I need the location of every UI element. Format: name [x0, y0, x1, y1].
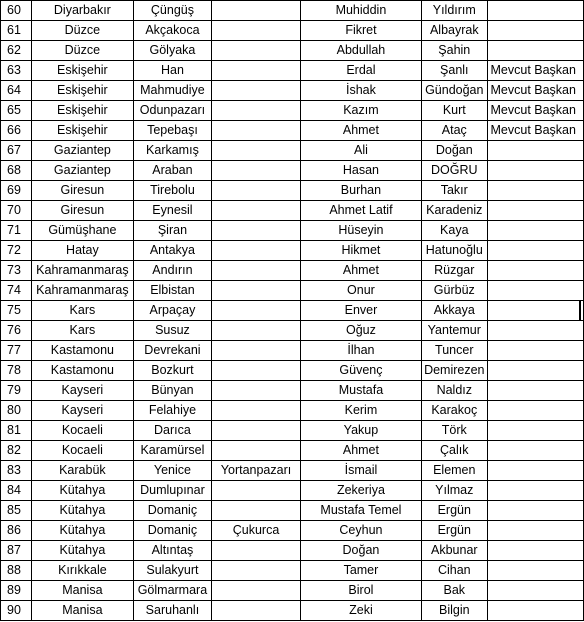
first-name-cell[interactable]: Ali: [300, 141, 421, 161]
province-cell[interactable]: Kars: [32, 321, 134, 341]
note-cell[interactable]: [487, 301, 584, 321]
surname-cell[interactable]: Karadeniz: [422, 201, 487, 221]
row-number-cell[interactable]: 76: [1, 321, 32, 341]
town-cell[interactable]: [212, 101, 301, 121]
district-cell[interactable]: Domaniç: [133, 501, 212, 521]
note-cell[interactable]: [487, 581, 584, 601]
table-row: [1, 161, 584, 181]
first-name-cell[interactable]: Mustafa: [300, 381, 421, 401]
row-number-cell[interactable]: 74: [1, 281, 32, 301]
province-cell[interactable]: Kars: [32, 301, 134, 321]
table-row: [1, 141, 584, 161]
town-cell[interactable]: [212, 161, 301, 181]
row-number-cell[interactable]: 81: [1, 421, 32, 441]
first-name-cell[interactable]: Abdullah: [300, 41, 421, 61]
town-cell[interactable]: [212, 121, 301, 141]
table-row: [1, 581, 584, 601]
table-row: [1, 21, 584, 41]
table-row: [1, 81, 584, 101]
table-row: [1, 301, 584, 321]
surname-cell[interactable]: Yıldırım: [422, 1, 487, 21]
first-name-cell[interactable]: Onur: [300, 281, 421, 301]
province-cell[interactable]: Düzce: [32, 21, 134, 41]
town-cell[interactable]: [212, 261, 301, 281]
surname-cell[interactable]: Demirezen: [422, 361, 487, 381]
surname-cell[interactable]: Ataç: [422, 121, 487, 141]
province-cell[interactable]: Kahramanmaraş: [32, 281, 134, 301]
note-cell[interactable]: Mevcut Başkan: [487, 101, 584, 121]
note-cell[interactable]: [487, 501, 584, 521]
district-cell[interactable]: Karkamış: [133, 141, 212, 161]
row-number-cell[interactable]: 69: [1, 181, 32, 201]
surname-cell[interactable]: Şanlı: [422, 61, 487, 81]
town-cell[interactable]: [212, 41, 301, 61]
first-name-cell[interactable]: Ahmet Latif: [300, 201, 421, 221]
row-number-cell[interactable]: 72: [1, 241, 32, 261]
row-number-cell[interactable]: 62: [1, 41, 32, 61]
note-cell[interactable]: [487, 201, 584, 221]
row-number-cell[interactable]: 83: [1, 461, 32, 481]
first-name-cell[interactable]: Mustafa Temel: [300, 501, 421, 521]
province-cell[interactable]: Hatay: [32, 241, 134, 261]
town-cell[interactable]: [212, 341, 301, 361]
province-cell[interactable]: Giresun: [32, 181, 134, 201]
first-name-cell[interactable]: Ceyhun: [300, 521, 421, 541]
surname-cell[interactable]: Şahin: [422, 41, 487, 61]
surname-cell[interactable]: Takır: [422, 181, 487, 201]
province-cell[interactable]: Kütahya: [32, 481, 134, 501]
note-cell[interactable]: [487, 141, 584, 161]
table-row: [1, 201, 584, 221]
note-cell[interactable]: [487, 521, 584, 541]
district-cell[interactable]: Dumlupınar: [133, 481, 212, 501]
surname-cell[interactable]: Rüzgar: [422, 261, 487, 281]
town-cell[interactable]: [212, 181, 301, 201]
table-row: [1, 41, 584, 61]
row-number-cell[interactable]: 70: [1, 201, 32, 221]
first-name-cell[interactable]: Hüseyin: [300, 221, 421, 241]
town-cell[interactable]: [212, 381, 301, 401]
district-cell[interactable]: Gölyaka: [133, 41, 212, 61]
town-cell[interactable]: Çukurca: [212, 521, 301, 541]
table-row: [1, 561, 584, 581]
note-cell[interactable]: [487, 421, 584, 441]
province-cell[interactable]: Kayseri: [32, 401, 134, 421]
town-cell[interactable]: [212, 561, 301, 581]
town-cell[interactable]: [212, 81, 301, 101]
row-number-cell[interactable]: 61: [1, 21, 32, 41]
note-cell[interactable]: [487, 601, 584, 621]
note-cell[interactable]: [487, 401, 584, 421]
first-name-cell[interactable]: Fikret: [300, 21, 421, 41]
district-cell[interactable]: Susuz: [133, 321, 212, 341]
table-row: [1, 221, 584, 241]
row-number-cell[interactable]: 68: [1, 161, 32, 181]
note-cell[interactable]: [487, 481, 584, 501]
first-name-cell[interactable]: Oğuz: [300, 321, 421, 341]
district-cell[interactable]: Karamürsel: [133, 441, 212, 461]
note-cell[interactable]: [487, 281, 584, 301]
district-cell[interactable]: Devrekani: [133, 341, 212, 361]
row-number-cell[interactable]: 86: [1, 521, 32, 541]
province-cell[interactable]: Giresun: [32, 201, 134, 221]
first-name-cell[interactable]: Enver: [300, 301, 421, 321]
province-cell[interactable]: Kayseri: [32, 381, 134, 401]
first-name-cell[interactable]: İlhan: [300, 341, 421, 361]
note-cell[interactable]: [487, 261, 584, 281]
province-cell[interactable]: Kastamonu: [32, 341, 134, 361]
town-cell[interactable]: [212, 301, 301, 321]
first-name-cell[interactable]: Ahmet: [300, 441, 421, 461]
note-cell[interactable]: Mevcut Başkan: [487, 61, 584, 81]
district-cell[interactable]: Domaniç: [133, 521, 212, 541]
first-name-cell[interactable]: Birol: [300, 581, 421, 601]
first-name-cell[interactable]: Burhan: [300, 181, 421, 201]
row-number-cell[interactable]: 71: [1, 221, 32, 241]
table-row: [1, 341, 584, 361]
row-number-cell[interactable]: 77: [1, 341, 32, 361]
district-cell[interactable]: Mahmudiye: [133, 81, 212, 101]
town-cell[interactable]: [212, 61, 301, 81]
row-number-cell[interactable]: 89: [1, 581, 32, 601]
row-number-cell[interactable]: 82: [1, 441, 32, 461]
row-number-cell[interactable]: 65: [1, 101, 32, 121]
table-row: [1, 401, 584, 421]
row-number-cell[interactable]: 85: [1, 501, 32, 521]
district-cell[interactable]: Bozkurt: [133, 361, 212, 381]
province-cell[interactable]: Gaziantep: [32, 161, 134, 181]
district-cell[interactable]: Gölmarmara: [133, 581, 212, 601]
surname-cell[interactable]: Yılmaz: [422, 481, 487, 501]
surname-cell[interactable]: Akbunar: [422, 541, 487, 561]
province-cell[interactable]: Eskişehir: [32, 61, 134, 81]
province-cell[interactable]: Kütahya: [32, 541, 134, 561]
note-cell[interactable]: [487, 321, 584, 341]
note-cell[interactable]: [487, 461, 584, 481]
first-name-cell[interactable]: Tamer: [300, 561, 421, 581]
table-body: [1, 1, 584, 621]
district-cell[interactable]: Arpaçay: [133, 301, 212, 321]
row-number-cell[interactable]: 75: [1, 301, 32, 321]
surname-cell[interactable]: Bilgin: [422, 601, 487, 621]
surname-cell[interactable]: Albayrak: [422, 21, 487, 41]
row-number-cell[interactable]: 66: [1, 121, 32, 141]
province-cell[interactable]: Gaziantep: [32, 141, 134, 161]
district-cell[interactable]: Odunpazarı: [133, 101, 212, 121]
surname-cell[interactable]: Törk: [422, 421, 487, 441]
table-row: [1, 181, 584, 201]
surname-cell[interactable]: Bak: [422, 581, 487, 601]
province-cell[interactable]: Eskişehir: [32, 101, 134, 121]
first-name-cell[interactable]: Güvenç: [300, 361, 421, 381]
district-cell[interactable]: Saruhanlı: [133, 601, 212, 621]
province-cell[interactable]: Karabük: [32, 461, 134, 481]
table-row: [1, 421, 584, 441]
table-row: [1, 241, 584, 261]
district-cell[interactable]: Sulakyurt: [133, 561, 212, 581]
first-name-cell[interactable]: Zeki: [300, 601, 421, 621]
district-cell[interactable]: Yenice: [133, 461, 212, 481]
province-cell[interactable]: Kütahya: [32, 521, 134, 541]
row-number-cell[interactable]: 87: [1, 541, 32, 561]
province-cell[interactable]: Eskişehir: [32, 81, 134, 101]
district-cell[interactable]: Eynesil: [133, 201, 212, 221]
row-number-cell[interactable]: 90: [1, 601, 32, 621]
town-cell[interactable]: [212, 501, 301, 521]
province-cell[interactable]: Eskişehir: [32, 121, 134, 141]
town-cell[interactable]: [212, 321, 301, 341]
note-cell[interactable]: [487, 441, 584, 461]
district-cell[interactable]: Tirebolu: [133, 181, 212, 201]
note-cell[interactable]: [487, 561, 584, 581]
town-cell[interactable]: [212, 421, 301, 441]
surname-cell[interactable]: Elemen: [422, 461, 487, 481]
first-name-cell[interactable]: Hasan: [300, 161, 421, 181]
surname-cell[interactable]: Gündoğan: [422, 81, 487, 101]
town-cell[interactable]: [212, 201, 301, 221]
district-cell[interactable]: Han: [133, 61, 212, 81]
first-name-cell[interactable]: Doğan: [300, 541, 421, 561]
town-cell[interactable]: [212, 241, 301, 261]
province-cell[interactable]: Diyarbakır: [32, 1, 134, 21]
surname-cell[interactable]: Karakoç: [422, 401, 487, 421]
district-cell[interactable]: Akçakoca: [133, 21, 212, 41]
town-cell[interactable]: [212, 221, 301, 241]
note-cell[interactable]: [487, 161, 584, 181]
row-number-cell[interactable]: 73: [1, 261, 32, 281]
first-name-cell[interactable]: Ahmet: [300, 121, 421, 141]
table-row: [1, 601, 584, 621]
surname-cell[interactable]: Hatunoğlu: [422, 241, 487, 261]
table-row: [1, 541, 584, 561]
first-name-cell[interactable]: İshak: [300, 81, 421, 101]
table-row: [1, 501, 584, 521]
table-row: [1, 1, 584, 21]
note-cell[interactable]: [487, 21, 584, 41]
table-row: [1, 381, 584, 401]
table-row: [1, 261, 584, 281]
province-cell[interactable]: Gümüşhane: [32, 221, 134, 241]
row-number-cell[interactable]: 64: [1, 81, 32, 101]
town-cell[interactable]: [212, 481, 301, 501]
surname-cell[interactable]: Akkaya: [422, 301, 487, 321]
note-cell[interactable]: [487, 381, 584, 401]
note-cell[interactable]: [487, 41, 584, 61]
first-name-cell[interactable]: Erdal: [300, 61, 421, 81]
surname-cell[interactable]: Cihan: [422, 561, 487, 581]
table-row: [1, 101, 584, 121]
table-row: [1, 121, 584, 141]
town-cell[interactable]: [212, 441, 301, 461]
table-row: [1, 281, 584, 301]
province-cell[interactable]: Düzce: [32, 41, 134, 61]
row-number-cell[interactable]: 67: [1, 141, 32, 161]
row-number-cell[interactable]: 80: [1, 401, 32, 421]
surname-cell[interactable]: Tuncer: [422, 341, 487, 361]
first-name-cell[interactable]: Zekeriya: [300, 481, 421, 501]
row-number-cell[interactable]: 79: [1, 381, 32, 401]
first-name-cell[interactable]: Muhiddin: [300, 1, 421, 21]
table-row: [1, 61, 584, 81]
table-row: [1, 461, 584, 481]
province-cell[interactable]: Kütahya: [32, 501, 134, 521]
row-number-cell[interactable]: 78: [1, 361, 32, 381]
district-cell[interactable]: Çüngüş: [133, 1, 212, 21]
district-cell[interactable]: Andırın: [133, 261, 212, 281]
table-row: [1, 521, 584, 541]
province-cell[interactable]: Kocaeli: [32, 441, 134, 461]
note-cell[interactable]: [487, 221, 584, 241]
district-cell[interactable]: Darıca: [133, 421, 212, 441]
district-cell[interactable]: Elbistan: [133, 281, 212, 301]
town-cell[interactable]: [212, 21, 301, 41]
surname-cell[interactable]: Yantemur: [422, 321, 487, 341]
town-cell[interactable]: [212, 601, 301, 621]
district-cell[interactable]: Altıntaş: [133, 541, 212, 561]
town-cell[interactable]: [212, 401, 301, 421]
surname-cell[interactable]: Naldız: [422, 381, 487, 401]
town-cell[interactable]: [212, 361, 301, 381]
district-cell[interactable]: Şiran: [133, 221, 212, 241]
town-cell[interactable]: [212, 581, 301, 601]
town-cell[interactable]: [212, 141, 301, 161]
first-name-cell[interactable]: Yakup: [300, 421, 421, 441]
province-cell[interactable]: Kastamonu: [32, 361, 134, 381]
note-cell[interactable]: [487, 541, 584, 561]
province-cell[interactable]: Manisa: [32, 581, 134, 601]
district-cell[interactable]: Araban: [133, 161, 212, 181]
text-cursor: [579, 300, 581, 321]
table-row: [1, 361, 584, 381]
surname-cell[interactable]: Çalık: [422, 441, 487, 461]
surname-cell[interactable]: Doğan: [422, 141, 487, 161]
district-cell[interactable]: Antakya: [133, 241, 212, 261]
first-name-cell[interactable]: Hikmet: [300, 241, 421, 261]
surname-cell[interactable]: Ergün: [422, 501, 487, 521]
district-cell[interactable]: Felahiye: [133, 401, 212, 421]
note-cell[interactable]: [487, 341, 584, 361]
first-name-cell[interactable]: İsmail: [300, 461, 421, 481]
row-number-cell[interactable]: 60: [1, 1, 32, 21]
surname-cell[interactable]: Ergün: [422, 521, 487, 541]
town-cell[interactable]: [212, 1, 301, 21]
table-row: [1, 481, 584, 501]
row-number-cell[interactable]: 63: [1, 61, 32, 81]
table-row: [1, 441, 584, 461]
surname-cell[interactable]: Kurt: [422, 101, 487, 121]
surname-cell[interactable]: Gürbüz: [422, 281, 487, 301]
province-cell[interactable]: Kocaeli: [32, 421, 134, 441]
first-name-cell[interactable]: Kerim: [300, 401, 421, 421]
province-cell[interactable]: Kahramanmaraş: [32, 261, 134, 281]
surname-cell[interactable]: Kaya: [422, 221, 487, 241]
note-cell[interactable]: Mevcut Başkan: [487, 121, 584, 141]
note-cell[interactable]: [487, 361, 584, 381]
town-cell[interactable]: Yortanpazarı: [212, 461, 301, 481]
first-name-cell[interactable]: Ahmet: [300, 261, 421, 281]
table-row: [1, 321, 584, 341]
note-cell[interactable]: [487, 241, 584, 261]
note-cell[interactable]: [487, 181, 584, 201]
district-cell[interactable]: Bünyan: [133, 381, 212, 401]
row-number-cell[interactable]: 88: [1, 561, 32, 581]
first-name-cell[interactable]: Kazım: [300, 101, 421, 121]
district-cell[interactable]: Tepebaşı: [133, 121, 212, 141]
province-cell[interactable]: Manisa: [32, 601, 134, 621]
row-number-cell[interactable]: 84: [1, 481, 32, 501]
surname-cell[interactable]: DOĞRU: [422, 161, 487, 181]
note-cell[interactable]: [487, 1, 584, 21]
town-cell[interactable]: [212, 541, 301, 561]
town-cell[interactable]: [212, 281, 301, 301]
province-cell[interactable]: Kırıkkale: [32, 561, 134, 581]
note-cell[interactable]: Mevcut Başkan: [487, 81, 584, 101]
